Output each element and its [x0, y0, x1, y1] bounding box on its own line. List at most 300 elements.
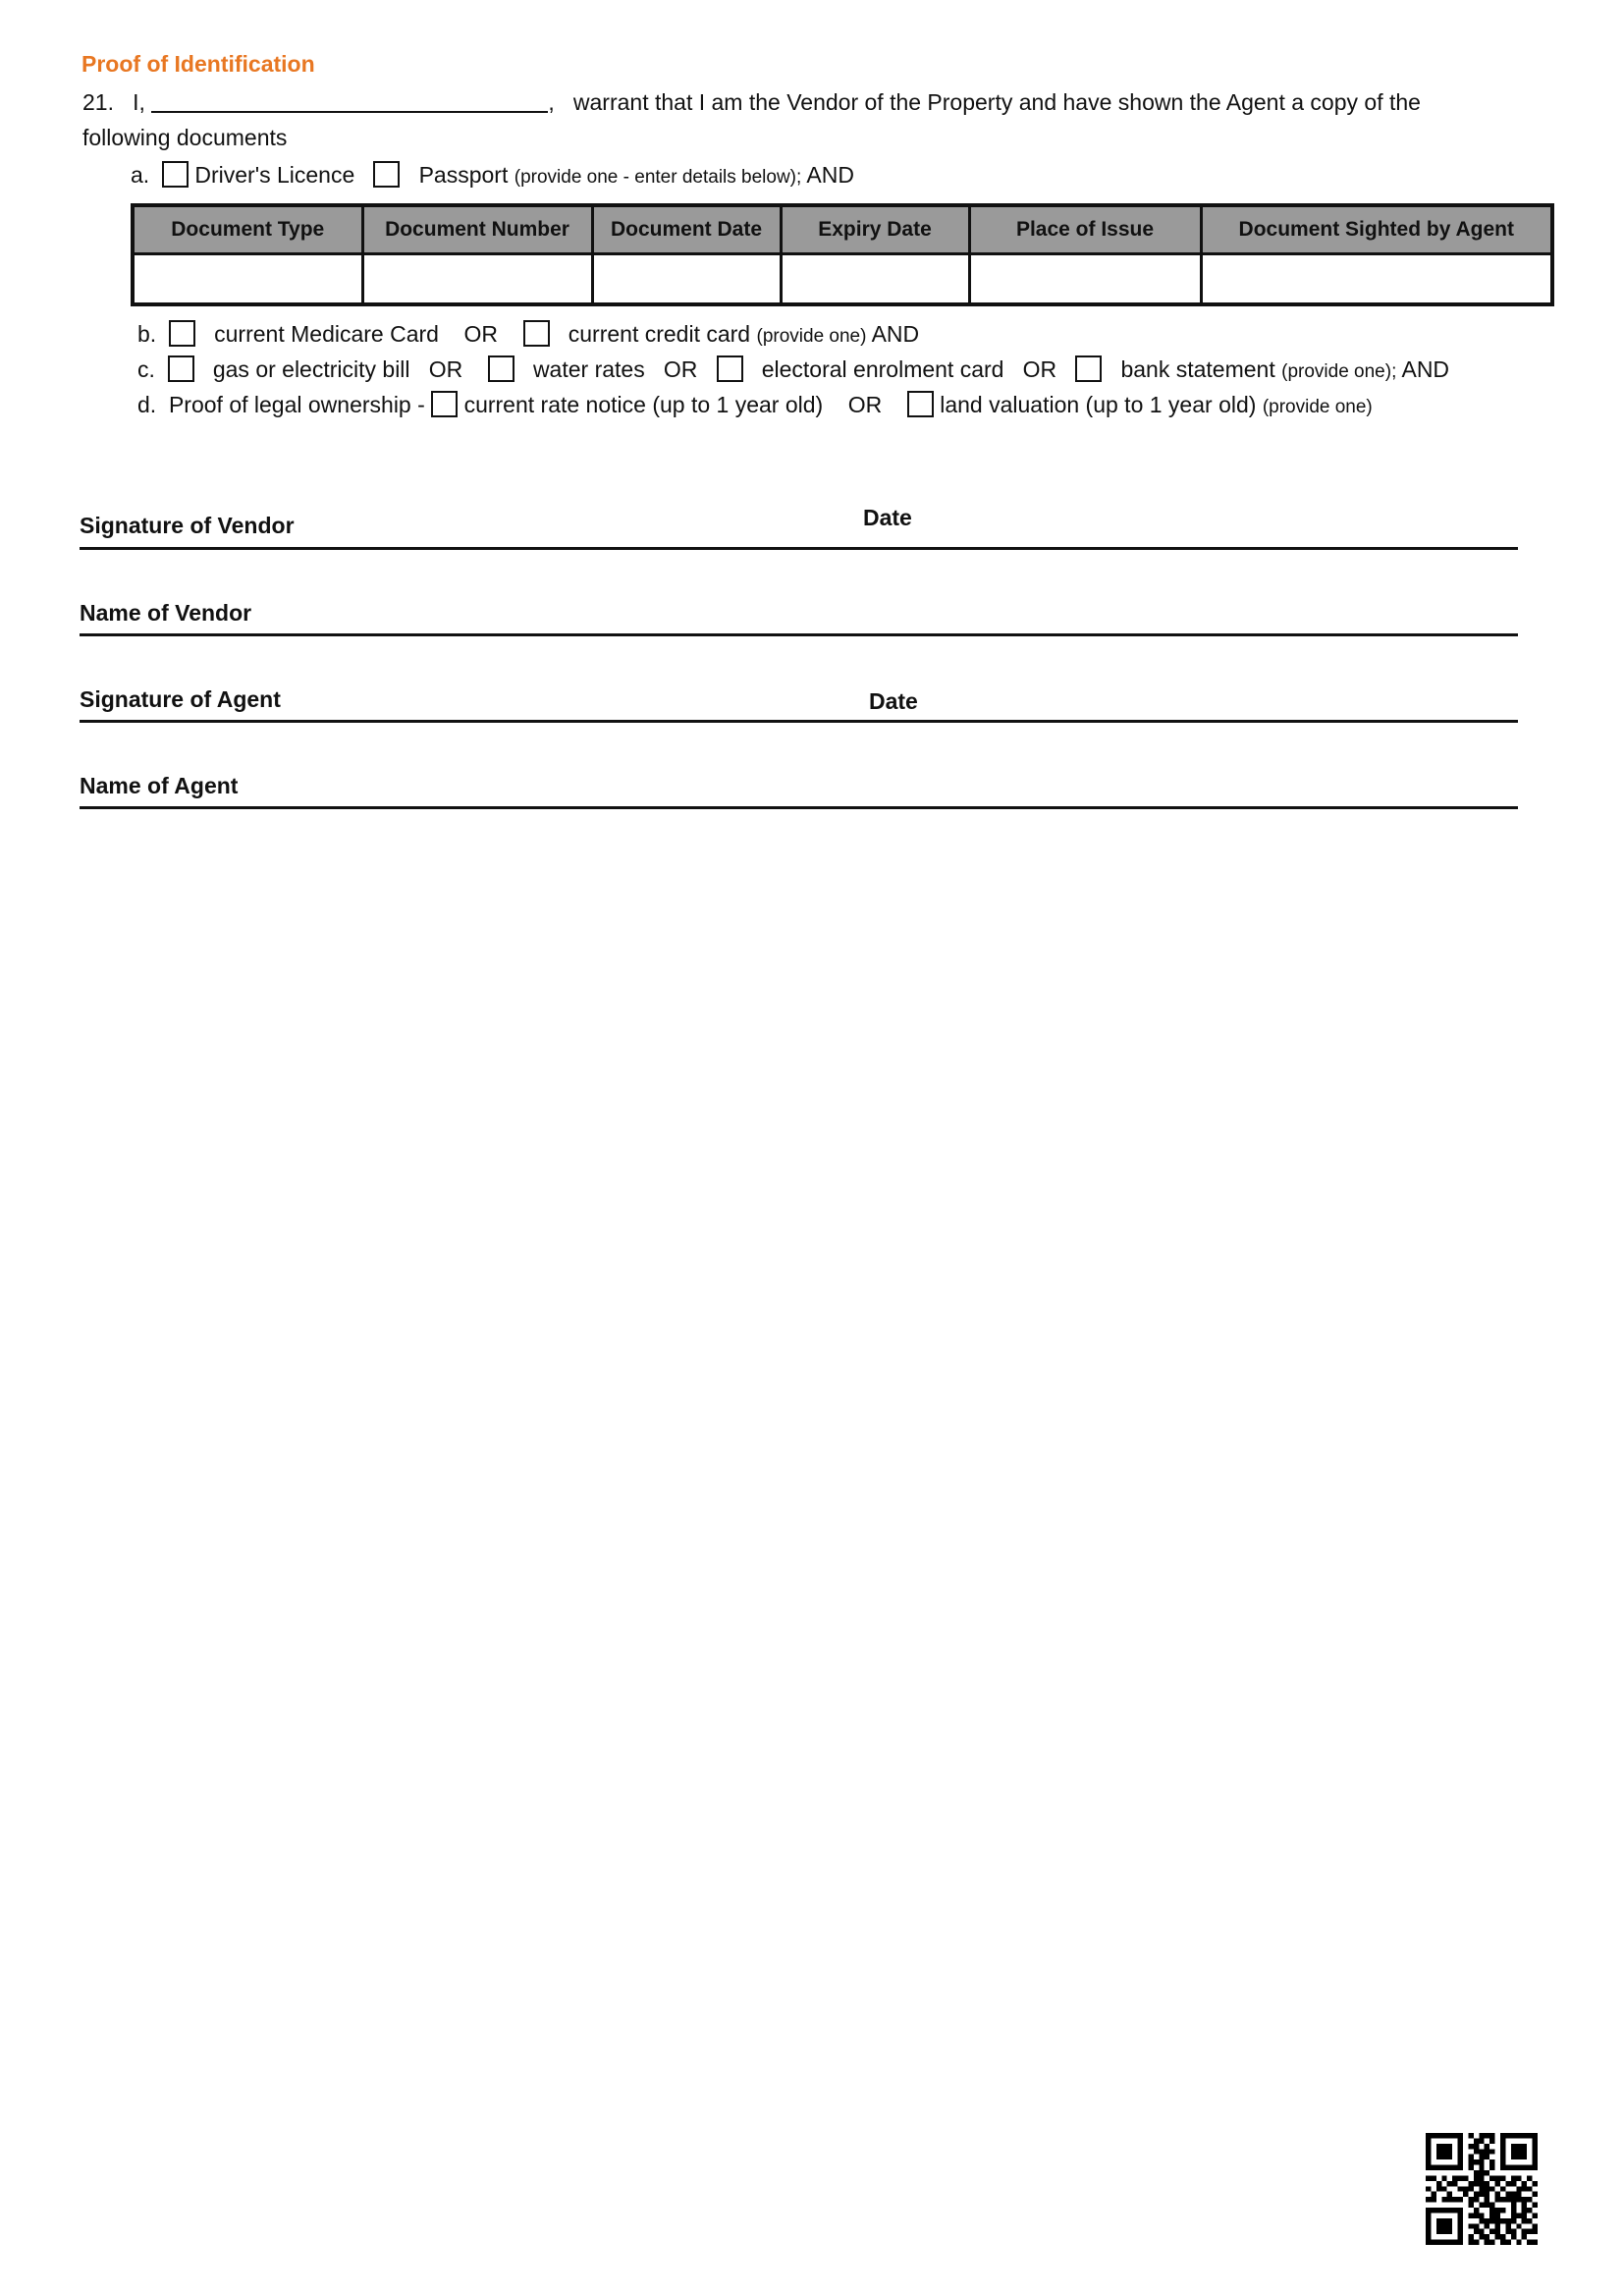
qr-module [1447, 2223, 1452, 2228]
vendor-name-line[interactable] [80, 633, 1518, 636]
qr-module [1527, 2186, 1532, 2191]
option-c-row [137, 355, 1449, 386]
qr-module [1458, 2175, 1463, 2180]
medicare-label: current Medicare Card [214, 321, 439, 347]
qr-module [1516, 2144, 1521, 2149]
option-c-or2: OR [663, 356, 698, 382]
qr-module [1436, 2186, 1441, 2191]
qr-module [1516, 2197, 1521, 2202]
qr-module [1485, 2149, 1489, 2154]
qr-module [1533, 2240, 1538, 2245]
qr-module [1479, 2181, 1484, 2186]
qr-module [1426, 2186, 1431, 2191]
qr-module [1479, 2234, 1484, 2239]
qr-module [1441, 2240, 1446, 2245]
qr-module [1489, 2138, 1494, 2143]
qr-module [1431, 2165, 1435, 2170]
qr-module [1458, 2155, 1463, 2159]
clause-text-line1: warrant that I am the Vendor of the Property and have shown the Agent a copy of the [572, 89, 1421, 115]
qr-module [1474, 2159, 1479, 2164]
qr-module [1511, 2197, 1516, 2202]
qr-module [1485, 2186, 1489, 2191]
qr-module [1511, 2203, 1516, 2208]
qr-module [1522, 2149, 1527, 2154]
qr-module [1489, 2240, 1494, 2245]
land-valuation-label: land valuation (up to 1 year old) [940, 392, 1257, 417]
qr-module [1522, 2155, 1527, 2159]
qr-module [1489, 2208, 1494, 2213]
qr-module [1447, 2208, 1452, 2213]
qr-module [1426, 2175, 1431, 2180]
qr-module [1522, 2234, 1527, 2239]
header-place-of-issue: Place of Issue [969, 205, 1201, 254]
option-a-suffix: AND [806, 162, 854, 188]
qr-module [1489, 2203, 1494, 2208]
qr-module [1500, 2149, 1505, 2154]
qr-module [1447, 2144, 1452, 2149]
qr-module [1500, 2138, 1505, 2143]
land-valuation-checkbox[interactable] [907, 391, 934, 417]
option-b-note: (provide one) [756, 326, 867, 347]
qr-module [1426, 2155, 1431, 2159]
qr-module [1479, 2186, 1484, 2191]
vendor-name-blank[interactable] [151, 89, 548, 113]
qr-module [1468, 2213, 1473, 2217]
qr-module [1452, 2181, 1457, 2186]
qr-module [1511, 2218, 1516, 2223]
qr-module [1436, 2165, 1441, 2170]
qr-module [1468, 2203, 1473, 2208]
qr-module [1468, 2223, 1473, 2228]
qr-module [1479, 2170, 1484, 2175]
qr-module [1489, 2213, 1494, 2217]
qr-module [1474, 2208, 1479, 2213]
credit-card-checkbox[interactable] [523, 320, 550, 347]
qr-module [1516, 2175, 1521, 2180]
qr-module [1447, 2149, 1452, 2154]
qr-module [1447, 2240, 1452, 2245]
cell-place-of-issue[interactable] [969, 254, 1201, 305]
agent-signature-label: Signature of Agent [80, 686, 281, 712]
option-c-suffix: AND [1401, 356, 1450, 382]
qr-module [1485, 2144, 1489, 2149]
qr-module [1527, 2197, 1532, 2202]
qr-module [1426, 2165, 1431, 2170]
qr-module [1495, 2208, 1500, 2213]
qr-module [1447, 2181, 1452, 2186]
qr-module [1505, 2192, 1510, 2197]
qr-module [1426, 2223, 1431, 2228]
qr-module [1474, 2192, 1479, 2197]
qr-module [1431, 2192, 1435, 2197]
qr-module [1500, 2144, 1505, 2149]
qr-module [1485, 2197, 1489, 2202]
qr-module [1468, 2159, 1473, 2164]
qr-module [1500, 2240, 1505, 2245]
qr-module [1468, 2181, 1473, 2186]
qr-module [1495, 2218, 1500, 2223]
qr-module [1527, 2208, 1532, 2213]
qr-module [1533, 2144, 1538, 2149]
qr-module [1479, 2229, 1484, 2234]
qr-module [1447, 2218, 1452, 2223]
drivers-licence-checkbox[interactable] [162, 161, 189, 188]
option-d-or: OR [847, 392, 883, 417]
qr-module [1441, 2165, 1446, 2170]
option-d-note: (provide one) [1262, 397, 1373, 417]
qr-module [1468, 2144, 1473, 2149]
qr-module [1426, 2213, 1431, 2217]
vendor-signature-label: Signature of Vendor [80, 513, 295, 538]
qr-module [1489, 2186, 1494, 2191]
qr-module [1505, 2181, 1510, 2186]
qr-module [1458, 2133, 1463, 2138]
header-document-date: Document Date [592, 205, 781, 254]
qr-module [1500, 2234, 1505, 2239]
qr-module [1458, 2208, 1463, 2213]
qr-module [1500, 2208, 1505, 2213]
bank-statement-checkbox[interactable] [1075, 355, 1102, 382]
qr-module [1516, 2192, 1521, 2197]
qr-module [1426, 2240, 1431, 2245]
qr-module [1479, 2213, 1484, 2217]
qr-module [1485, 2170, 1489, 2175]
qr-module [1533, 2223, 1538, 2228]
qr-module [1474, 2175, 1479, 2180]
qr-module [1458, 2197, 1463, 2202]
qr-module [1495, 2192, 1500, 2197]
qr-module [1479, 2133, 1484, 2138]
qr-module [1441, 2133, 1446, 2138]
qr-module [1441, 2223, 1446, 2228]
qr-module [1527, 2175, 1532, 2180]
qr-module [1479, 2149, 1484, 2154]
qr-module [1436, 2181, 1441, 2186]
qr-module [1516, 2213, 1521, 2217]
qr-module [1495, 2181, 1500, 2186]
qr-module [1447, 2192, 1452, 2197]
qr-module [1452, 2165, 1457, 2170]
qr-module [1495, 2234, 1500, 2239]
qr-module [1495, 2213, 1500, 2217]
qr-module [1533, 2133, 1538, 2138]
qr-module [1500, 2197, 1505, 2202]
qr-module [1511, 2133, 1516, 2138]
option-d-row [137, 391, 1373, 421]
qr-module [1500, 2133, 1505, 2138]
qr-module [1426, 2149, 1431, 2154]
qr-module [1431, 2208, 1435, 2213]
qr-module [1474, 2229, 1479, 2234]
qr-module [1436, 2229, 1441, 2234]
qr-module [1533, 2165, 1538, 2170]
qr-module [1441, 2155, 1446, 2159]
qr-module [1447, 2155, 1452, 2159]
qr-module [1468, 2240, 1473, 2245]
qr-module [1474, 2240, 1479, 2245]
qr-module [1441, 2149, 1446, 2154]
qr-module [1458, 2144, 1463, 2149]
qr-module [1447, 2133, 1452, 2138]
qr-module [1458, 2186, 1463, 2191]
qr-module [1495, 2197, 1500, 2202]
qr-module [1511, 2165, 1516, 2170]
qr-module [1436, 2144, 1441, 2149]
qr-module [1489, 2133, 1494, 2138]
qr-module [1458, 2165, 1463, 2170]
qr-module [1436, 2223, 1441, 2228]
qr-module [1533, 2181, 1538, 2186]
qr-module [1452, 2197, 1457, 2202]
qr-module [1458, 2213, 1463, 2217]
drivers-licence-label: Driver's Licence [194, 162, 355, 188]
option-a-note: (provide one - enter details below); [514, 167, 802, 188]
qr-module [1426, 2229, 1431, 2234]
qr-module [1527, 2133, 1532, 2138]
qr-module [1468, 2155, 1473, 2159]
qr-module [1474, 2149, 1479, 2154]
option-c-or1: OR [428, 356, 463, 382]
vendor-date-label: Date [863, 505, 912, 530]
qr-module [1516, 2149, 1521, 2154]
qr-module [1479, 2159, 1484, 2164]
agent-name-line[interactable] [80, 806, 1518, 809]
qr-module [1479, 2218, 1484, 2223]
qr-module [1522, 2186, 1527, 2191]
qr-module [1522, 2133, 1527, 2138]
qr-module [1522, 2203, 1527, 2208]
qr-module [1436, 2149, 1441, 2154]
agent-signature-line[interactable] [80, 720, 1518, 723]
qr-module [1431, 2175, 1435, 2180]
option-b-suffix: AND [871, 321, 920, 347]
qr-module [1533, 2213, 1538, 2217]
credit-card-label: current credit card [568, 321, 751, 347]
qr-module [1426, 2208, 1431, 2213]
qr-module [1533, 2203, 1538, 2208]
qr-module [1436, 2208, 1441, 2213]
header-document-sighted: Document Sighted by Agent [1201, 205, 1552, 254]
header-document-type: Document Type [133, 205, 362, 254]
qr-module [1533, 2192, 1538, 2197]
option-b-marker: b. [137, 321, 157, 347]
table-row [133, 254, 1552, 305]
qr-module [1511, 2234, 1516, 2239]
water-rates-checkbox[interactable] [488, 355, 514, 382]
qr-module [1458, 2138, 1463, 2143]
qr-module [1516, 2165, 1521, 2170]
qr-module [1479, 2192, 1484, 2197]
qr-module [1533, 2229, 1538, 2234]
option-c-marker: c. [137, 356, 155, 382]
qr-module [1505, 2197, 1510, 2202]
qr-module [1436, 2155, 1441, 2159]
header-document-number: Document Number [362, 205, 592, 254]
qr-module [1500, 2175, 1505, 2180]
qr-module [1533, 2149, 1538, 2154]
cell-document-type[interactable] [133, 254, 362, 305]
cell-expiry-date[interactable] [781, 254, 969, 305]
qr-module [1516, 2240, 1521, 2245]
qr-module [1441, 2175, 1446, 2180]
qr-module [1505, 2133, 1510, 2138]
section-title: Proof of Identification [81, 51, 315, 77]
qr-module [1489, 2165, 1494, 2170]
qr-module [1436, 2133, 1441, 2138]
qr-module [1468, 2186, 1473, 2191]
cell-document-date[interactable] [592, 254, 781, 305]
qr-module [1463, 2186, 1468, 2191]
qr-module [1441, 2229, 1446, 2234]
clause-comma: , [548, 89, 555, 115]
medicare-checkbox[interactable] [169, 320, 195, 347]
option-b-or: OR [463, 321, 499, 347]
qr-module [1516, 2186, 1521, 2191]
qr-module [1485, 2234, 1489, 2239]
qr-module [1441, 2197, 1446, 2202]
qr-module [1516, 2133, 1521, 2138]
qr-module [1516, 2155, 1521, 2159]
qr-module [1463, 2192, 1468, 2197]
qr-module [1447, 2165, 1452, 2170]
qr-module [1495, 2175, 1500, 2180]
document-details-table [131, 203, 1554, 306]
qr-module [1505, 2229, 1510, 2234]
qr-module [1426, 2138, 1431, 2143]
qr-module [1441, 2186, 1446, 2191]
qr-module [1489, 2149, 1494, 2154]
qr-module [1458, 2223, 1463, 2228]
qr-module [1511, 2181, 1516, 2186]
qr-module [1431, 2197, 1435, 2202]
electoral-checkbox[interactable] [717, 355, 743, 382]
qr-code-icon [1426, 2133, 1538, 2245]
qr-module [1468, 2197, 1473, 2202]
qr-module [1479, 2203, 1484, 2208]
qr-module [1522, 2181, 1527, 2186]
vendor-signature-line[interactable] [80, 547, 1518, 550]
qr-module [1500, 2186, 1505, 2191]
qr-module [1533, 2159, 1538, 2164]
rate-notice-checkbox[interactable] [431, 391, 458, 417]
qr-module [1452, 2208, 1457, 2213]
qr-module [1522, 2213, 1527, 2217]
option-b-row [137, 320, 919, 351]
qr-module [1505, 2240, 1510, 2245]
qr-module [1479, 2155, 1484, 2159]
qr-module [1511, 2213, 1516, 2217]
option-a-row [131, 161, 854, 191]
qr-module [1516, 2223, 1521, 2228]
gas-bill-checkbox[interactable] [168, 355, 194, 382]
qr-module [1479, 2138, 1484, 2143]
qr-module [1527, 2229, 1532, 2234]
qr-module [1474, 2213, 1479, 2217]
qr-module [1485, 2133, 1489, 2138]
qr-module [1436, 2240, 1441, 2245]
qr-module [1511, 2192, 1516, 2197]
qr-module [1485, 2203, 1489, 2208]
qr-module [1474, 2181, 1479, 2186]
qr-module [1511, 2229, 1516, 2234]
agent-date-label: Date [869, 688, 918, 714]
clause-prefix: I, [133, 89, 145, 115]
qr-module [1431, 2240, 1435, 2245]
qr-module [1511, 2208, 1516, 2213]
qr-module [1441, 2218, 1446, 2223]
passport-label: Passport [418, 162, 509, 188]
qr-module [1522, 2218, 1527, 2223]
qr-module [1485, 2218, 1489, 2223]
qr-module [1485, 2192, 1489, 2197]
clause-text-line2: following documents [82, 125, 288, 150]
agent-name-label: Name of Agent [80, 773, 239, 798]
qr-module [1479, 2175, 1484, 2180]
qr-module [1458, 2149, 1463, 2154]
qr-module [1511, 2149, 1516, 2154]
bank-statement-label: bank statement [1120, 356, 1275, 382]
qr-module [1426, 2133, 1431, 2138]
qr-module [1452, 2133, 1457, 2138]
passport-checkbox[interactable] [373, 161, 400, 188]
qr-module [1474, 2170, 1479, 2175]
rate-notice-label: current rate notice (up to 1 year old) [463, 392, 824, 417]
option-c-or3: OR [1022, 356, 1057, 382]
qr-module [1474, 2144, 1479, 2149]
qr-module [1533, 2138, 1538, 2143]
option-c-note: (provide one); [1281, 361, 1397, 382]
qr-module [1458, 2240, 1463, 2245]
qr-module [1527, 2240, 1532, 2245]
vendor-name-label: Name of Vendor [80, 600, 252, 626]
qr-module [1468, 2234, 1473, 2239]
qr-module [1468, 2133, 1473, 2138]
qr-module [1505, 2165, 1510, 2170]
qr-module [1500, 2218, 1505, 2223]
water-rates-label: water rates [532, 356, 645, 382]
header-expiry-date: Expiry Date [781, 205, 969, 254]
option-a-marker: a. [131, 162, 150, 188]
qr-module [1426, 2234, 1431, 2239]
qr-module [1485, 2240, 1489, 2245]
qr-module [1474, 2138, 1479, 2143]
qr-module [1441, 2208, 1446, 2213]
qr-module [1500, 2155, 1505, 2159]
qr-module [1533, 2155, 1538, 2159]
qr-module [1505, 2223, 1510, 2228]
qr-module [1458, 2229, 1463, 2234]
electoral-label: electoral enrolment card [761, 356, 1004, 382]
qr-module [1474, 2223, 1479, 2228]
qr-module [1522, 2197, 1527, 2202]
gas-bill-label: gas or electricity bill [212, 356, 410, 382]
cell-document-sighted[interactable] [1201, 254, 1552, 305]
qr-module [1500, 2159, 1505, 2164]
qr-module [1426, 2159, 1431, 2164]
qr-module [1468, 2165, 1473, 2170]
qr-module [1511, 2155, 1516, 2159]
qr-module [1500, 2165, 1505, 2170]
option-d-marker: d. [137, 392, 157, 417]
qr-module [1489, 2218, 1494, 2223]
qr-module [1522, 2229, 1527, 2234]
cell-document-number[interactable] [362, 254, 592, 305]
qr-module [1522, 2144, 1527, 2149]
qr-module [1505, 2218, 1510, 2223]
qr-module [1458, 2159, 1463, 2164]
qr-module [1522, 2208, 1527, 2213]
qr-module [1527, 2165, 1532, 2170]
